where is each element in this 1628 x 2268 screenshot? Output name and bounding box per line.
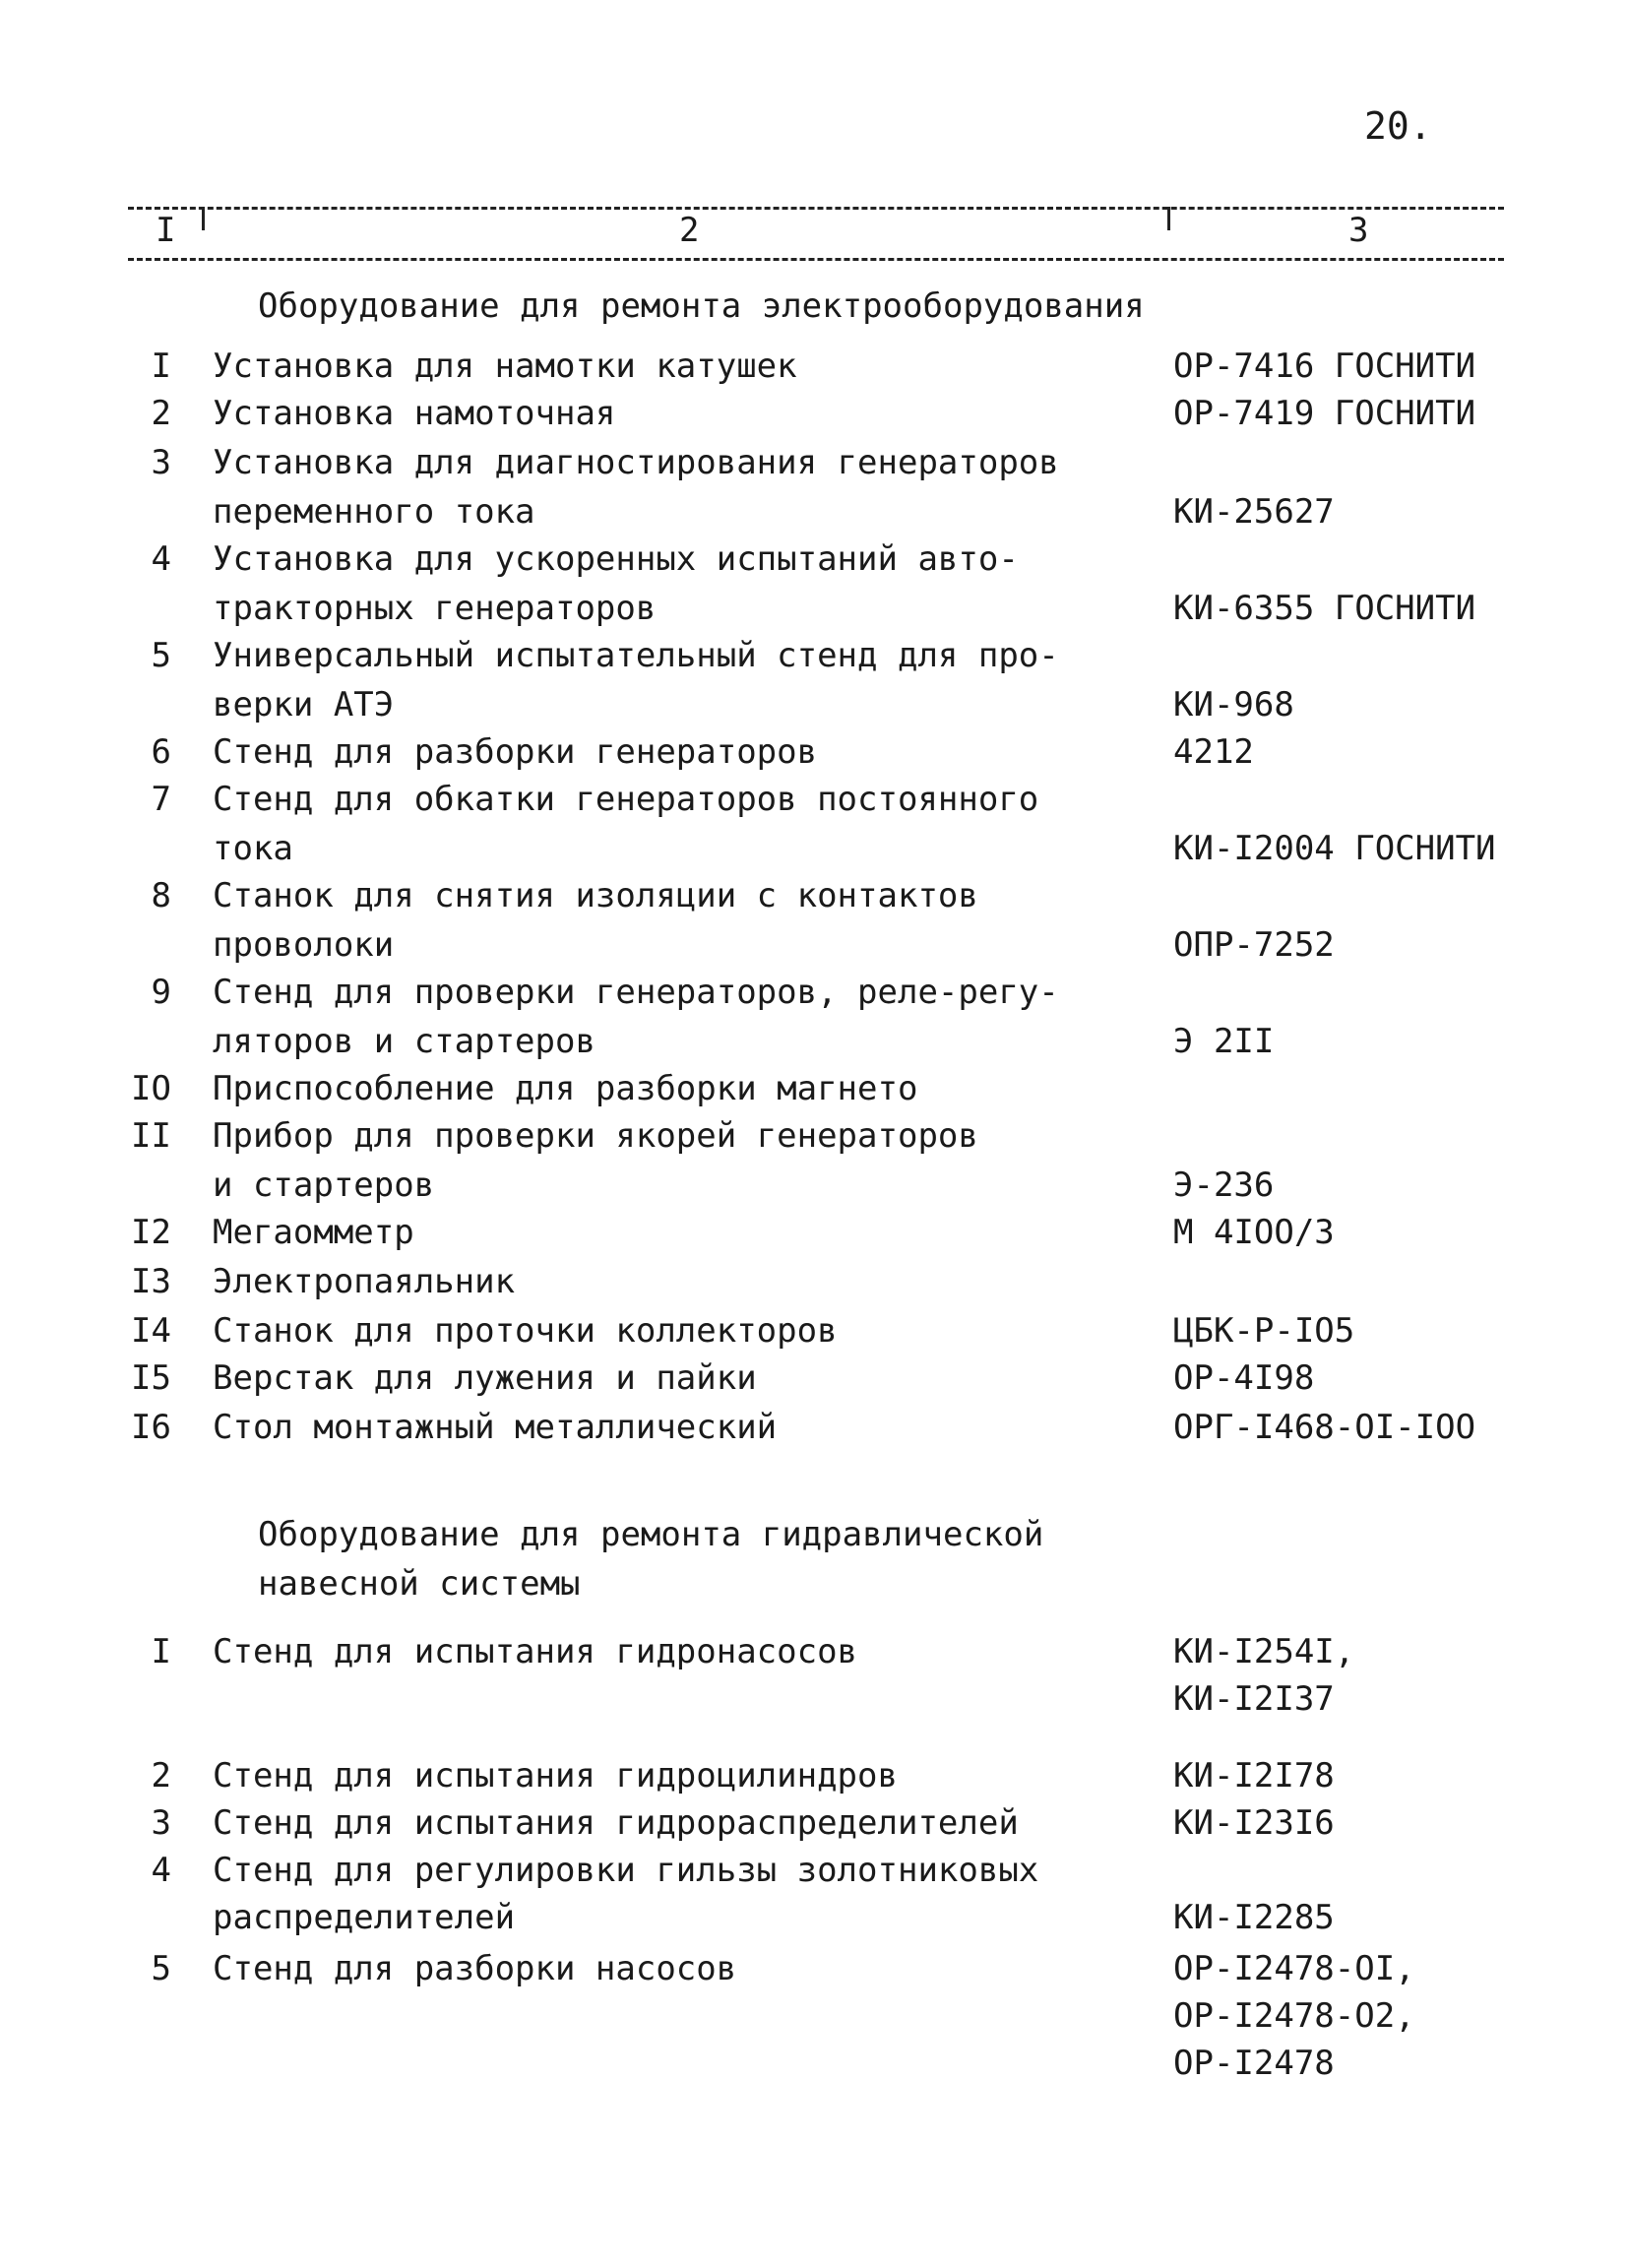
row-name-line: Стенд для регулировки гильзы золотниковых xyxy=(213,1851,1039,1890)
row-number: 4 xyxy=(151,539,171,579)
table-header-col1-divider xyxy=(202,207,205,230)
row-code-line: ОР-7416 ГОСНИТИ xyxy=(1173,346,1476,386)
row-number: 4 xyxy=(151,1851,171,1890)
row-code-line: ОПР-7252 xyxy=(1173,925,1335,965)
row-code-line: ЦБК-Р-IO5 xyxy=(1173,1311,1355,1351)
row-name-line: проволоки xyxy=(213,925,395,965)
row-code-line: ОР-I2478-OI, xyxy=(1173,1949,1415,1988)
row-number: IO xyxy=(131,1069,171,1108)
row-name-line: Станок для снятия изоляции с контактов xyxy=(213,876,978,915)
row-name-line: распределителей xyxy=(213,1898,516,1937)
row-code-line: КИ-I2004 ГОСНИТИ xyxy=(1173,829,1496,868)
row-name-line: Стенд для обкатки генераторов постоянного xyxy=(213,780,1039,819)
row-name-line: Стенд для разборки генераторов xyxy=(213,732,818,772)
page-number: 20. xyxy=(1364,104,1432,148)
table-header-col2: 2 xyxy=(679,211,700,250)
row-code-line: ОР-I2478-O2, xyxy=(1173,1996,1415,2036)
row-name-line: Стенд для испытания гидронасосов xyxy=(213,1632,858,1671)
row-code-line: Э 2II xyxy=(1173,1022,1275,1061)
row-name-line: Установка для ускоренных испытаний авто- xyxy=(213,539,1019,579)
row-code-line: КИ-968 xyxy=(1173,685,1294,724)
table-header-col2-divider xyxy=(1167,207,1170,230)
table-header-bottom-rule xyxy=(128,258,1504,261)
section2-title-line1: Оборудование для ремонта гидравлической xyxy=(258,1515,1044,1554)
row-name-line: Приспособление для разборки магнето xyxy=(213,1069,918,1108)
row-name-line: Установка для диагностирования генераторов xyxy=(213,443,1059,482)
row-code-line: КИ-I254I, xyxy=(1173,1632,1355,1671)
row-name-line: переменного тока xyxy=(213,492,535,532)
row-name-line: Стенд для разборки насосов xyxy=(213,1949,737,1988)
row-number: I xyxy=(151,346,171,386)
row-code-line: КИ-I2I78 xyxy=(1173,1756,1335,1796)
row-number: 5 xyxy=(151,1949,171,1988)
row-number: 5 xyxy=(151,636,171,675)
table-header-top-rule xyxy=(128,207,1504,210)
row-name-line: тракторных генераторов xyxy=(213,589,657,628)
row-name-line: и стартеров xyxy=(213,1166,435,1205)
section2-title xyxy=(258,1510,1043,1608)
row-code-line: ОРГ-I468-OI-IOO xyxy=(1173,1408,1476,1447)
row-name-line: ляторов и стартеров xyxy=(213,1022,595,1061)
row-number: I4 xyxy=(131,1311,171,1351)
row-name-line: верки АТЭ xyxy=(213,685,395,724)
row-code-line: 4212 xyxy=(1173,732,1254,772)
table-header-col1: I xyxy=(156,211,176,250)
table-header-col3: 3 xyxy=(1348,211,1369,250)
row-name-line: Верстак для лужения и пайки xyxy=(213,1358,757,1398)
row-name-line: Стенд для проверки генераторов, реле-регу- xyxy=(213,973,1059,1012)
row-code-line: ОР-I2478 xyxy=(1173,2044,1335,2083)
row-code-line: Э-236 xyxy=(1173,1166,1275,1205)
row-name-line: Установка для намотки катушек xyxy=(213,346,797,386)
row-name-line: Мегаомметр xyxy=(213,1213,414,1252)
row-code-line: КИ-25627 xyxy=(1173,492,1335,532)
row-name-line: Стенд для испытания гидроцилиндров xyxy=(213,1756,898,1796)
row-number: 7 xyxy=(151,780,171,819)
row-name-line: Электропаяльник xyxy=(213,1262,516,1301)
row-number: I2 xyxy=(131,1213,171,1252)
row-name-line: Прибор для проверки якорей генераторов xyxy=(213,1116,978,1156)
row-name-line: Стенд для испытания гидрораспределителей xyxy=(213,1803,1019,1843)
row-name-line: Станок для проточки коллекторов xyxy=(213,1311,838,1351)
row-name-line: Стол монтажный металлический xyxy=(213,1408,778,1447)
row-number: II xyxy=(131,1116,171,1156)
row-code-line: КИ-I2I37 xyxy=(1173,1679,1335,1719)
section1-title: Оборудование для ремонта электрооборудования xyxy=(258,286,1145,326)
row-name-line: Установка намоточная xyxy=(213,394,616,433)
section2-title-line2: навесной системы xyxy=(258,1564,581,1604)
row-number: I5 xyxy=(131,1358,171,1398)
row-name-line: Универсальный испытательный стенд для про- xyxy=(213,636,1059,675)
row-code-line: КИ-I2285 xyxy=(1173,1898,1335,1937)
row-number: 3 xyxy=(151,1803,171,1843)
row-code-line: М 4IOO/3 xyxy=(1173,1213,1335,1252)
row-number: I3 xyxy=(131,1262,171,1301)
row-number: 3 xyxy=(151,443,171,482)
row-number: 8 xyxy=(151,876,171,915)
row-number: I6 xyxy=(131,1408,171,1447)
row-name-line: тока xyxy=(213,829,293,868)
row-number: I xyxy=(151,1632,171,1671)
row-code-line: КИ-6355 ГОСНИТИ xyxy=(1173,589,1476,628)
row-number: 2 xyxy=(151,394,171,433)
row-number: 6 xyxy=(151,732,171,772)
row-code-line: ОР-4I98 xyxy=(1173,1358,1315,1398)
row-number: 2 xyxy=(151,1756,171,1796)
row-number: 9 xyxy=(151,973,171,1012)
row-code-line: КИ-I23I6 xyxy=(1173,1803,1335,1843)
row-code-line: ОР-7419 ГОСНИТИ xyxy=(1173,394,1476,433)
